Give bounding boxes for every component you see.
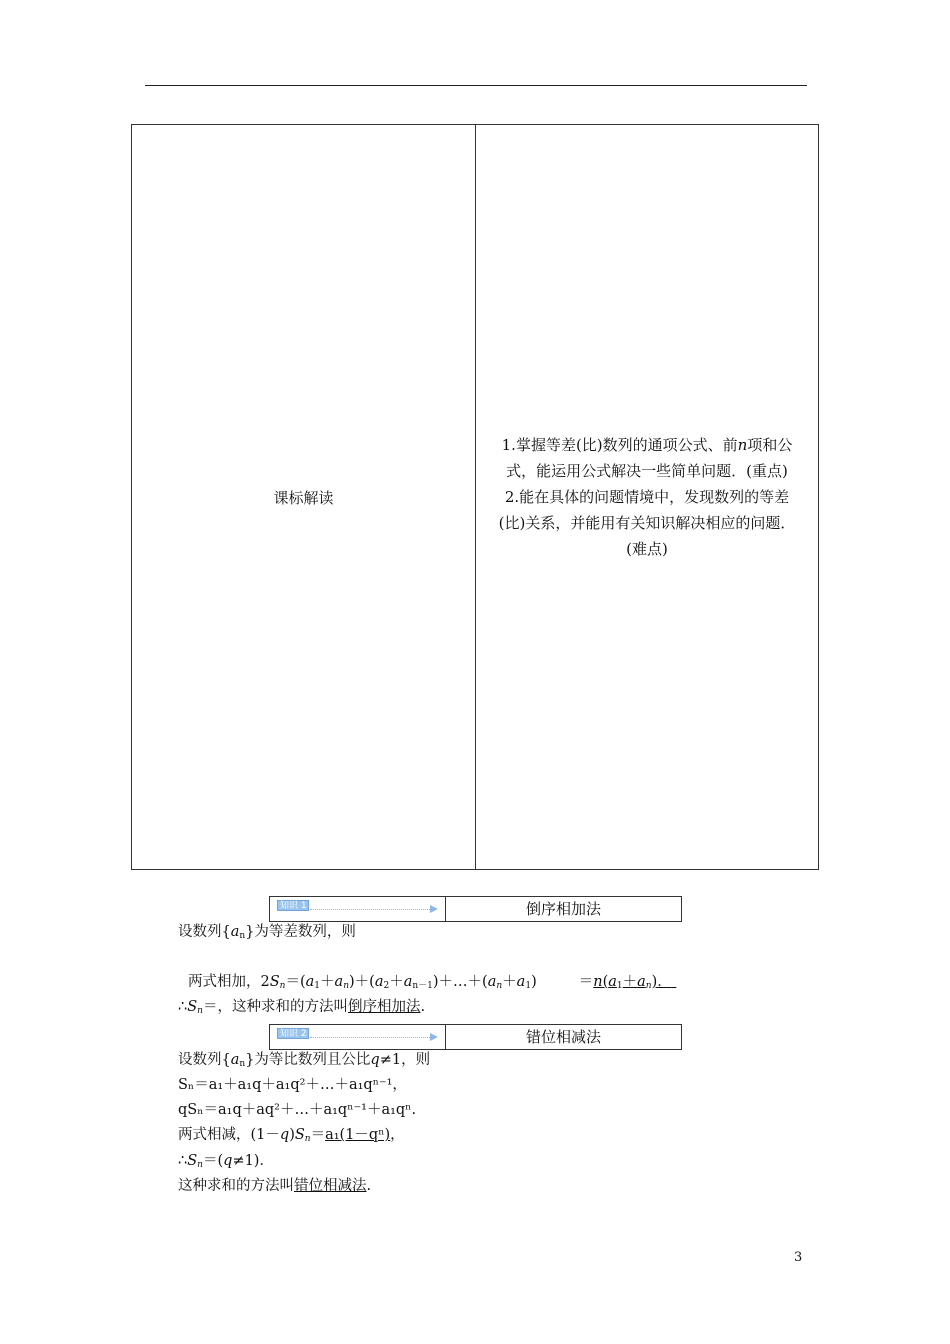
arrow-icon [430,905,438,913]
section-1-title: 倒序相加法 [525,900,601,918]
section-2-title: 错位相减法 [525,1028,601,1046]
s1-line-3: $\therefore S_n=$，这种求和的方法叫倒序相加法. [178,999,426,1016]
knowledge-chip-icon: 知识 1 [277,900,309,911]
s1-term: 倒序相加法 [347,999,421,1015]
s1-answer: $n(a_1+a_n)$． [593,974,672,991]
objective-line-1: 1.掌握等差(比)数列的通项公式、前n项和公 [501,436,793,454]
s2-term: 错位相减法 [294,1178,367,1194]
s2-answer: a₁(1－qⁿ) [325,1127,391,1143]
objectives-text [476,432,818,562]
knowledge-chip-icon: 知识 2 [277,1028,309,1039]
objectives-table [131,124,819,870]
objective-line-2: 式，能运用公式解决一些简单问题．(重点) [506,462,788,480]
arrow-icon [430,1033,438,1041]
s1-line-2: 两式相加，$2S_n=(a_1+a_n)+(a_2+a_{n-1})+\dots+(a_n+a_1) =n(a_1+a_n)$． [188,972,676,996]
section-2-tag [270,1025,446,1049]
section-2-heading [269,1024,682,1050]
s2-line-2: Sₙ＝a₁＋a₁q＋a₁q²＋…＋a₁qⁿ⁻¹， [178,1077,407,1093]
s2-line-3: qSₙ＝a₁q＋aq²＋…＋a₁qⁿ⁻¹＋a₁qⁿ. [178,1102,417,1118]
objective-line-4: (比)关系，并能用有关知识解决相应的问题． [498,514,796,532]
s2-line-5: $\therefore S_n=(q\ne 1)$． [178,1153,274,1170]
objective-line-5: (难点) [626,540,668,558]
header-rule [145,85,807,86]
section-1-heading [269,896,682,922]
s2-line-4: 两式相减，$(1-q)S_n=a_1(1-q^n)$， [178,1127,405,1144]
s2-line-6: 这种求和的方法叫错位相减法. [178,1178,372,1194]
objectives-label-cell [132,125,476,870]
section-1-tag [270,897,446,921]
dotted-line [310,1037,432,1038]
objectives-content-cell [476,125,819,870]
s2-line-1: 设数列$\{a_n\}$为等比数列且公比q≠1，则 [178,1052,431,1069]
objectives-label: 课标解读 [273,488,334,507]
page-number: 3 [794,1250,803,1265]
objective-line-3: 2.能在具体的问题情境中，发现数列的等差 [504,488,790,506]
s1-line-1: 设数列$\{a_n\}$为等差数列，则 [178,924,356,941]
dotted-line [310,909,432,910]
